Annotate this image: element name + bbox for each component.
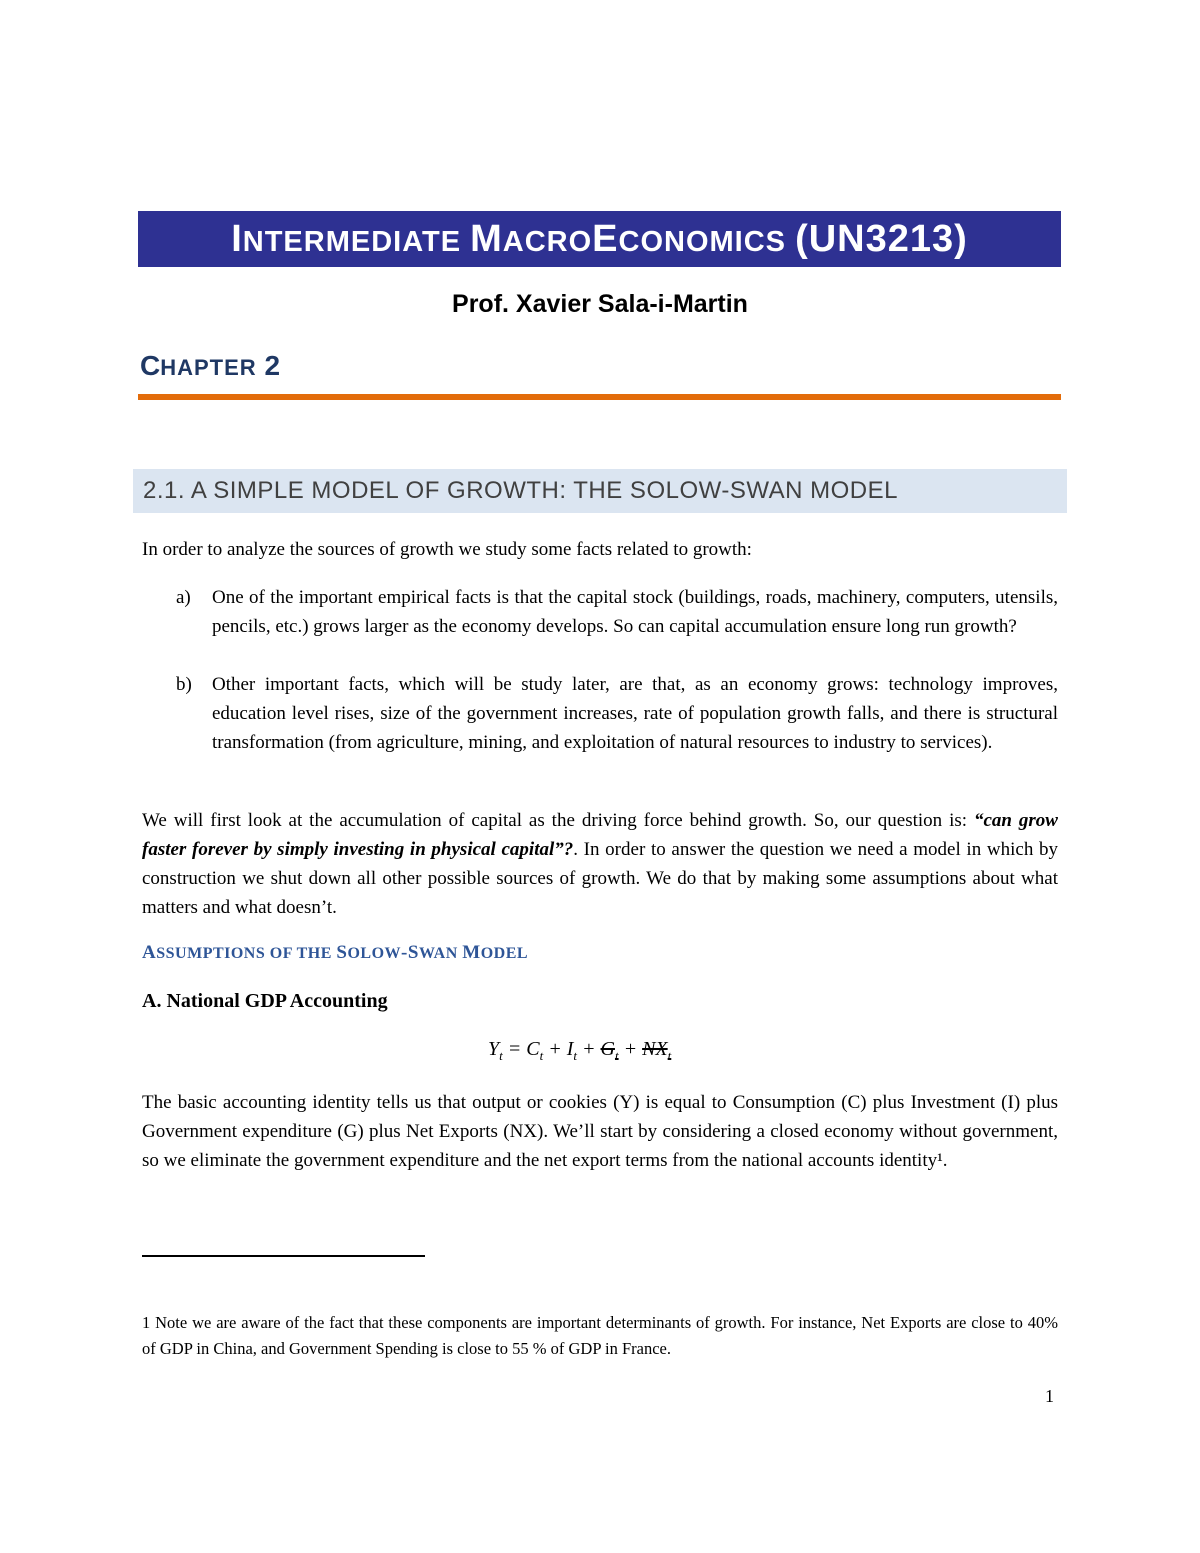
author-name: Prof. Xavier Sala-i-Martin — [452, 290, 748, 318]
footnote: 1 Note we are aware of the fact that these components are important determinants of growth. For instance, Net Exports are close to 40% of GDP in China, and Government Spending is close to 55 % of GDP in France. — [142, 1313, 1058, 1358]
course-title-part: E — [592, 217, 619, 260]
intro-paragraph: In order to analyze the sources of growth we study some facts related to growth: — [142, 539, 752, 560]
eq-subscript: t — [573, 1048, 578, 1063]
eq-g-struck — [600, 1038, 619, 1063]
eq-g: G — [600, 1038, 615, 1060]
assumptions-heading-part: ODEL — [480, 945, 529, 962]
chapter-number: 2 — [256, 350, 281, 381]
eq-subscript: t — [667, 1048, 672, 1063]
chapter-divider — [138, 394, 1061, 400]
list-item-text: One of the important empirical facts is that the capital stock (buildings, roads, machinery, computers, utensils, pencils, etc.) grows larger as the economy develops. So can capital accumulation ensure long run growth? — [212, 587, 1058, 637]
eq-subscript: t — [614, 1048, 619, 1063]
eq-nx: NX — [642, 1038, 668, 1060]
eq-plus: + — [543, 1038, 567, 1060]
assumptions-heading-part: M — [462, 942, 481, 963]
course-title-part: (UN3213) — [795, 217, 968, 260]
list-marker: b) — [176, 674, 192, 695]
list-item — [142, 583, 1058, 641]
eq-i: I — [566, 1038, 574, 1060]
course-title-part: ACRO — [502, 225, 593, 258]
assumptions-heading-part: A — [142, 942, 157, 963]
section-title: 2.1. A SIMPLE MODEL OF GROWTH: THE SOLOW-SWAN MODEL — [143, 477, 898, 504]
course-title — [231, 218, 968, 261]
assumptions-heading — [142, 942, 528, 964]
assumptions-heading-part: S — [336, 942, 348, 963]
research-question-paragraph — [142, 806, 1058, 922]
subsection-heading: A. National GDP Accounting — [142, 990, 388, 1012]
list-item-text: Other important facts, which will be study later, are that, as an economy grows: technology improves, education level rises, size of the government increases, rate of population growth falls, and there is structural transformation (from agriculture, mining, and exploitation of natural resources to industry to services). — [212, 674, 1058, 753]
accounting-paragraph: The basic accounting identity tells us that output or cookies (Y) is equal to Consumption (C) plus Investment (I) plus Government expenditure (G) plus Net Exports (NX). We’ll start by considering a closed economy without government, so we eliminate the government expenditure and the net export terms from the national accounts identity¹. — [142, 1092, 1058, 1171]
chapter-heading — [140, 350, 280, 382]
footnote-separator — [142, 1255, 425, 1257]
section-heading-box — [133, 469, 1067, 513]
course-title-part: CONOMICS — [618, 225, 796, 258]
list-item — [142, 670, 1058, 757]
eq-nx-struck — [642, 1038, 672, 1063]
question-lead: We will first look at the accumulation of capital as the driving force behind growth. So, our question is: — [142, 810, 974, 831]
course-title-part: NTERMEDIATE — [242, 225, 471, 258]
chapter-heading-rest: HAPTER — [160, 355, 257, 380]
assumptions-heading-part: OLOW — [347, 945, 402, 962]
list-marker: a) — [176, 587, 191, 608]
research-question-quote: “can grow faster forever by simply investing in physical capital”? — [142, 810, 1058, 860]
course-title-part: I — [231, 217, 243, 260]
eq-subscript: t — [499, 1048, 503, 1063]
course-title-band — [138, 211, 1061, 267]
assumptions-heading-part: SSUMPTIONS OF THE — [156, 945, 337, 962]
chapter-heading-initial: C — [140, 350, 161, 381]
course-title-part: M — [470, 217, 503, 260]
gdp-accounting-equation — [488, 1038, 671, 1064]
eq-subscript: t — [539, 1048, 544, 1063]
eq-c: C — [526, 1038, 540, 1060]
eq-equals: = — [502, 1038, 527, 1060]
page-number: 1 — [1045, 1386, 1054, 1406]
eq-plus: + — [618, 1038, 643, 1060]
assumptions-heading-part: WAN — [418, 945, 463, 962]
assumptions-heading-part: -S — [401, 942, 419, 963]
eq-y: Y — [488, 1038, 500, 1060]
question-rest: . In order to answer the question we need a model in which by construction we shut down all other possible sources of growth. We do that by making some assumptions about what matters and what doesn’t. — [142, 839, 1058, 918]
eq-plus: + — [577, 1038, 601, 1060]
